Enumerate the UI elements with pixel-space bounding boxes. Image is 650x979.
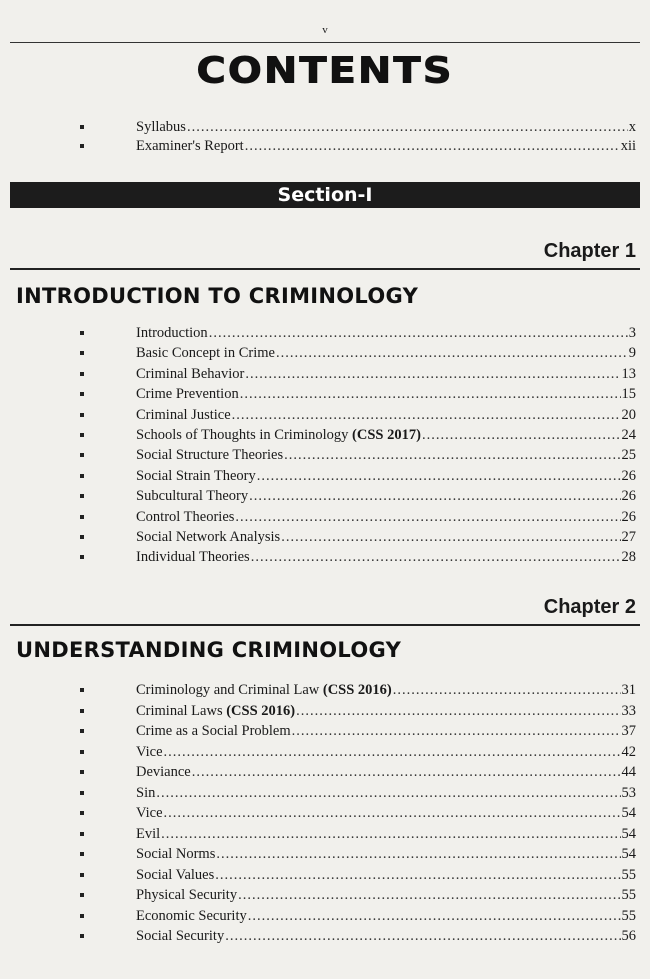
toc-entry-page: 54: [621, 846, 636, 862]
bullet-icon: [80, 709, 84, 713]
bullet-icon: [80, 372, 84, 376]
toc-entry: [0, 343, 650, 363]
toc-entry-page: 26: [621, 488, 636, 505]
bullet-icon: [80, 832, 84, 836]
toc-entry-page: 28: [621, 549, 636, 566]
toc-entry-title: Vice: [136, 805, 163, 821]
bullet-icon: [80, 535, 84, 539]
toc-entry-page: 26: [621, 467, 636, 484]
toc-entry-page: 20: [621, 406, 636, 423]
toc-entry-title: Syllabus: [136, 119, 186, 135]
bullet-icon: [80, 852, 84, 856]
toc-entry-page: 55: [621, 907, 636, 924]
toc-entry-page: 25: [621, 447, 636, 464]
bullet-icon: [80, 413, 84, 417]
dot-leader: [284, 445, 620, 465]
bullet-icon: [80, 474, 84, 478]
dot-leader: [245, 364, 620, 384]
toc-entry: [0, 926, 650, 946]
bullet-icon: [80, 433, 84, 437]
toc-entry-title: Physical Security: [136, 887, 238, 903]
toc-entry-title: Social Structure Theories: [136, 447, 284, 464]
toc-entry-exam-tag: (CSS 2017): [352, 427, 421, 443]
chapter-2-rule: [10, 624, 640, 626]
toc-entry: [0, 507, 650, 527]
toc-entry-page: 24: [621, 427, 636, 443]
dot-leader: [276, 343, 628, 363]
bullet-icon: [80, 914, 84, 918]
toc-entry-page: 33: [621, 702, 636, 719]
dot-leader: [422, 425, 621, 445]
dot-leader: [292, 721, 621, 741]
toc-entry: [0, 824, 650, 844]
chapter-1-rule: [10, 268, 640, 270]
chapter-1-label: Chapter 1: [543, 240, 636, 262]
toc-entry: [0, 405, 650, 425]
dot-leader: [257, 466, 621, 486]
dot-leader: [245, 136, 620, 156]
dot-leader: [225, 926, 620, 946]
toc-entry-title: Criminal Behavior: [136, 365, 245, 382]
toc-entry-title: Crime Prevention: [136, 386, 239, 403]
toc-entry: [0, 425, 650, 445]
bullet-icon: [80, 893, 84, 897]
bullet-icon: [80, 688, 84, 692]
bullet-icon: [80, 144, 84, 148]
toc-entry-page: 3: [628, 325, 636, 341]
toc-entry-title: Social Network Analysis: [136, 529, 281, 545]
dot-leader: [249, 486, 620, 506]
toc-entry-title: Control Theories: [136, 508, 235, 525]
chapter-2-label: Chapter 2: [543, 596, 636, 618]
toc-entry-page: 53: [621, 784, 636, 801]
dot-leader: [187, 117, 628, 137]
toc-entry-title: Deviance: [136, 764, 191, 780]
dot-leader: [209, 323, 628, 343]
bullet-icon: [80, 791, 84, 795]
toc-entry: [0, 803, 650, 823]
toc-entry-page: 31: [621, 682, 636, 698]
toc-entry: [0, 680, 650, 700]
toc-entry-page: 44: [621, 764, 636, 780]
toc-entry-page: 54: [621, 825, 636, 842]
toc-entry-page: 42: [621, 743, 636, 760]
toc-entry-title: Criminal Laws (CSS 2016): [136, 702, 296, 719]
dot-leader: [215, 865, 620, 885]
toc-entry-title: Individual Theories: [136, 549, 250, 566]
toc-entry: [0, 136, 650, 156]
bullet-icon: [80, 392, 84, 396]
toc-entry-title: Crime as a Social Problem: [136, 723, 291, 739]
toc-entry: [0, 762, 650, 782]
toc-entry: [0, 783, 650, 803]
toc-entry-page: 55: [621, 866, 636, 883]
toc-entry: [0, 486, 650, 506]
toc-entry: [0, 865, 650, 885]
bullet-icon: [80, 331, 84, 335]
toc-entry-page: 15: [621, 386, 636, 403]
toc-entry-title: Economic Security: [136, 907, 247, 924]
toc-entry-title: Vice: [136, 743, 163, 760]
dot-leader: [164, 742, 621, 762]
dot-leader: [235, 507, 620, 527]
bullet-icon: [80, 125, 84, 129]
chapter-1-heading: INTRODUCTION TO CRIMINOLOGY: [16, 284, 419, 308]
dot-leader: [216, 844, 620, 864]
toc-entry: [0, 384, 650, 404]
toc-entry-title: Social Strain Theory: [136, 467, 256, 484]
contents-title: CONTENTS: [196, 50, 454, 92]
toc-entry-page: 37: [621, 723, 636, 739]
toc-entry-title: Basic Concept in Crime: [136, 345, 275, 362]
dot-leader: [296, 701, 620, 721]
toc-entry-title: Social Norms: [136, 846, 216, 862]
toc-entry: [0, 721, 650, 741]
bullet-icon: [80, 351, 84, 355]
bullet-icon: [80, 555, 84, 559]
toc-entry: [0, 466, 650, 486]
bullet-icon: [80, 750, 84, 754]
toc-entry-page: 13: [621, 365, 636, 382]
top-rule: [10, 42, 640, 43]
bullet-icon: [80, 729, 84, 733]
toc-entry-title: Schools of Thoughts in Criminology (CSS 2017): [136, 427, 421, 443]
bullet-icon: [80, 453, 84, 457]
toc-entry-page: 56: [621, 928, 636, 944]
toc-entry-title: Evil: [136, 825, 161, 842]
dot-leader: [232, 405, 621, 425]
toc-entry-title: Sin: [136, 784, 156, 801]
toc-entry-title: Criminal Justice: [136, 406, 231, 423]
toc-entry: [0, 701, 650, 721]
bullet-icon: [80, 811, 84, 815]
bullet-icon: [80, 515, 84, 519]
toc-entry-page: 27: [621, 529, 636, 545]
toc-entry-title: Introduction: [136, 325, 208, 341]
toc-entry-title: Criminology and Criminal Law (CSS 2016): [136, 682, 392, 698]
dot-leader: [238, 885, 620, 905]
toc-entry-page: xii: [620, 138, 636, 154]
bullet-icon: [80, 934, 84, 938]
toc-entry: [0, 547, 650, 567]
toc-entry-page: 9: [628, 345, 636, 362]
toc-entry: [0, 117, 650, 137]
dot-leader: [251, 547, 621, 567]
toc-entry-title: Subcultural Theory: [136, 488, 249, 505]
bullet-icon: [80, 494, 84, 498]
dot-leader: [192, 762, 621, 782]
page-number: v: [322, 24, 328, 36]
dot-leader: [161, 824, 620, 844]
toc-entry: [0, 527, 650, 547]
toc-entry-exam-tag: (CSS 2016): [322, 682, 392, 698]
dot-leader: [281, 527, 620, 547]
toc-entry-page: 54: [621, 805, 636, 821]
dot-leader: [240, 384, 621, 404]
toc-entry-page: 26: [621, 508, 636, 525]
toc-entry-title: Social Values: [136, 866, 215, 883]
toc-entry: [0, 844, 650, 864]
toc-entry: [0, 742, 650, 762]
toc-entry: [0, 445, 650, 465]
toc-entry-page: 55: [621, 887, 636, 903]
toc-entry: [0, 906, 650, 926]
toc-entry-exam-tag: (CSS 2016): [226, 702, 296, 719]
toc-entry: [0, 323, 650, 343]
toc-entry: [0, 885, 650, 905]
toc-entry: [0, 364, 650, 384]
toc-entry-title: Social Security: [136, 928, 225, 944]
toc-entry-title: Examiner's Report: [136, 138, 244, 154]
toc-entry-page: x: [628, 119, 636, 135]
chapter-2-heading: UNDERSTANDING CRIMINOLOGY: [16, 638, 402, 662]
bullet-icon: [80, 873, 84, 877]
dot-leader: [164, 803, 621, 823]
dot-leader: [393, 680, 621, 700]
section-bar: Section-I: [10, 182, 640, 208]
bullet-icon: [80, 770, 84, 774]
dot-leader: [248, 906, 621, 926]
dot-leader: [156, 783, 620, 803]
